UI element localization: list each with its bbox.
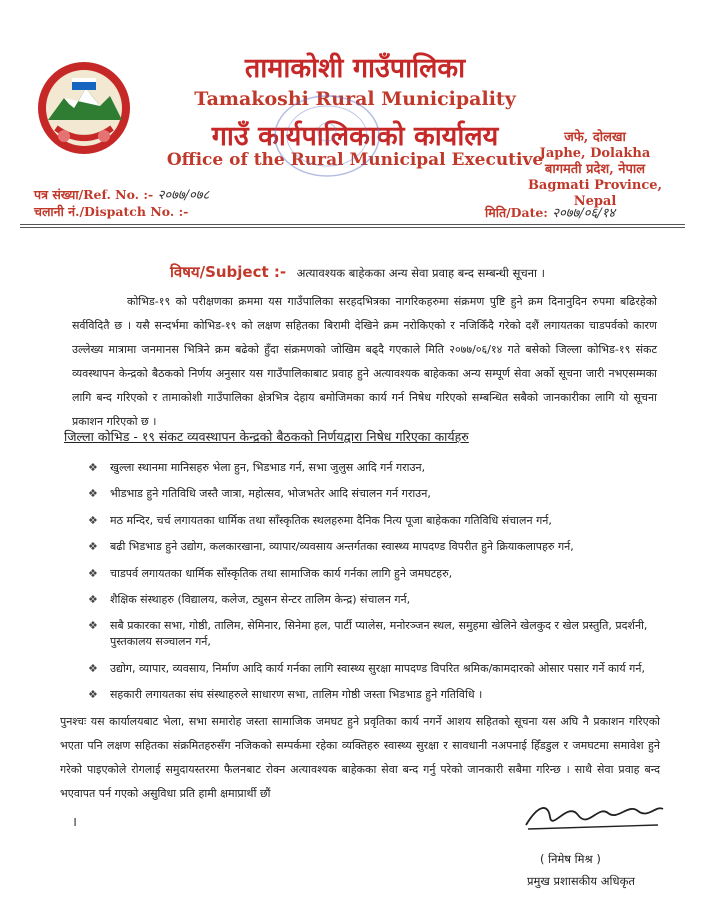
dispatch-label: चलानी नं./Dispatch No. :-	[34, 204, 189, 219]
bullet-icon: ❖	[88, 688, 98, 702]
handwritten-signature	[518, 795, 668, 835]
list-item: ❖ भीडभाड हुने गतिविधि जस्तै जात्रा, महोत्सव, भोजभतेर आदि संचालन गर्न गराउन,	[88, 487, 431, 501]
list-item: ❖ बढी भिडभाड हुने उद्योग, कलकारखाना, व्यापार/व्यवसाय अन्तर्गतका स्वास्थ्य मापदण्ड विपरीत हुने क्रियाकलापहरु गर्न,	[88, 540, 574, 554]
subject-label: विषय/Subject :-	[170, 263, 287, 281]
office-name-nepali: गाउँ कार्यपालिकाको कार्यालय	[211, 121, 499, 152]
bullet-icon: ❖	[88, 619, 98, 633]
date-value: २०७७/०६/१४	[552, 206, 616, 221]
subject-text: अत्यावश्यक बाहेकका अन्य सेवा प्रवाह बन्द सम्बन्धी सूचना ।	[296, 266, 546, 280]
list-item: ❖ उद्योग, व्यापार, व्यवसाय, निर्माण आदि कार्य गर्नका लागि स्वास्थ्य सुरक्षा मापदण्ड विपरित श्रमिक/कामदारको ओसार पसार गर्ने कार्य गर्न,	[88, 661, 645, 675]
list-item: ❖ शैक्षिक संस्थाहरु (विद्यालय, कलेज, ट्युसन सेन्टर तालिम केन्द्र) संचालन गर्न,	[88, 592, 411, 606]
address-line-en-1: Japhe, Dolakha	[539, 146, 651, 161]
list-item: ❖ खुल्ला स्थानमा मानिसहरु भेला हुन, भिडभाड गर्न, सभा जुलुस आदि गर्न गराउन,	[88, 461, 426, 474]
list-item: ❖ सहकारी लगायतका संघ संस्थाहरुले साधारण सभा, तालिम गोष्ठी जस्ता भिडभाड हुने गतिविधि ।	[88, 688, 483, 702]
closing-paragraph: पुनश्चः यस कार्यालयबाट भेला, सभा समारोह जस्ता सामाजिक जमघट हुने प्रवृतिका कार्य नगर्ने आशय सहितको सूचना यस अघि नै प्रकाशन गरिएको भएता पनि लक्षण सहितका संक्रमितहरुसँग नजिकको सम्पर्कमा रहेका व्यक्तिहरु स्वास्थ्य सुरक्षा र सावधानी नअपनाई हिँडडुल र जमघटमा समावेश हुने गरेको पाइएकोले रोगलाई समुदायस्तरमा फैलनबाट रोक्न अत्यावश्यक बाहेकका सेवा बन्द गर्नु परेको जानकारी सबैमा गरिन्छ । साथै सेवा प्रवाह बन्द भएवापत पर्न गएको असुविधा प्रति हामी क्षमाप्रार्थी छौं	[60, 715, 660, 800]
date-label: मिति/Date:	[485, 205, 548, 220]
bullet-icon: ❖	[88, 592, 98, 606]
bullet-icon: ❖	[88, 540, 98, 554]
section-heading: जिल्ला कोभिड - १९ संकट व्यवस्थापन केन्द्रको बैठकको निर्णयद्वारा निषेध गरिएका कार्यहरु	[64, 429, 469, 444]
address-line-en-2: Bagmati Province, Nepal	[527, 178, 663, 209]
list-item: ❖ चाडपर्व लगायतका धार्मिक साँस्कृतिक तथा सामाजिक कार्य गर्नका लागि हुने जमघटहरु,	[88, 566, 453, 580]
signatory-title: प्रमुख प्रशासकीय अधिकृत	[527, 874, 635, 888]
dispatch-number-line	[34, 203, 188, 220]
office-address	[515, 130, 675, 210]
office-seal-stamp	[265, 88, 390, 188]
prohibited-activities-list	[88, 460, 668, 714]
signatory-name: ( निमेष मिश्र )	[540, 852, 601, 866]
list-item: ❖ मठ मन्दिर, चर्च लगायतका धार्मिक तथा साँस्कृतिक स्थलहरुमा दैनिक नित्य पूजा बाहेकका गतिविधि संचालन गर्न,	[88, 513, 552, 527]
ref-label: पत्र संख्या/Ref. No. :-	[34, 187, 154, 202]
office-name-english: Office of the Rural Municipal Executive	[166, 150, 544, 170]
reference-number-line	[34, 185, 209, 203]
body-paragraph: कोभिड-१९ को परीक्षणका क्रममा यस गाउँपालिका सरहदभित्रका नागरिकहरुमा संक्रमण पुष्टि हुने क्रम दिनानुदिन रुपमा बढिरहेको सर्वविदितै छ । यसै सन्दर्भमा कोभिड-१९ को लक्षण सहितका बिरामी देखिने क्रम नरोकिएको र नजिकिँदै गरेको दशैं लगायतका चाडपर्वको कारण उल्लेख्य मात्रामा जनमानस भित्रिने क्रम बढेको हुँदा संक्रमणको जोखिम बढ्दै गएकाले मिति २०७७/०६/१४ गते बसेको जिल्ला कोभिड-१९ संकट व्यवस्थापन केन्द्रको बैठकको निर्णय अनुसार यस गाउँपालिकाबाट प्रवाह हुने अत्यावश्यक बाहेकका अन्य सम्पूर्ण सेवा अर्को सूचना जारी नभएसम्मका लागि बन्द गरिएको र तामाकोशी गाउँपालिका क्षेत्रभित्र देहाय बमोजिमका कार्य गर्न निषेध गरिएको सम्बन्धित सबैको जानकारीका लागि यो सूचना प्रकाशन गरिएको छ ।	[72, 295, 657, 428]
subject-line	[170, 262, 545, 282]
municipality-name-english: Tamakoshi Rural Municipality	[194, 88, 516, 110]
address-line-np-2: बागमती प्रदेश, नेपाल	[544, 162, 646, 177]
municipality-name-nepali: तामाकोशी गाउँपालिका	[244, 53, 466, 84]
bullet-icon: ❖	[88, 487, 98, 501]
bullet-icon: ❖	[88, 661, 98, 675]
header-divider	[20, 224, 685, 225]
nepal-emblem-icon	[34, 58, 134, 158]
address-line-np-1: जफे, दोलखा	[564, 130, 626, 145]
bullet-icon: ❖	[88, 566, 98, 580]
date-line	[485, 203, 615, 221]
bullet-icon: ❖	[88, 513, 98, 527]
footer-mark: ।	[72, 815, 77, 830]
header-divider-secondary	[20, 227, 685, 228]
ref-value: २०७७/०७८	[157, 188, 210, 203]
bullet-icon: ❖	[88, 461, 98, 474]
list-item: ❖ सबै प्रकारका सभा, गोष्ठी, तालिम, सेमिनार, सिनेमा हल, पार्टी प्यालेस, मनोरञ्जन स्थल, समुहमा खेलिने खेलकुद र खेल प्रस्तुति, प्रदर्शनी, पुस्तकालय सञ्चालन गर्न,	[88, 619, 648, 649]
